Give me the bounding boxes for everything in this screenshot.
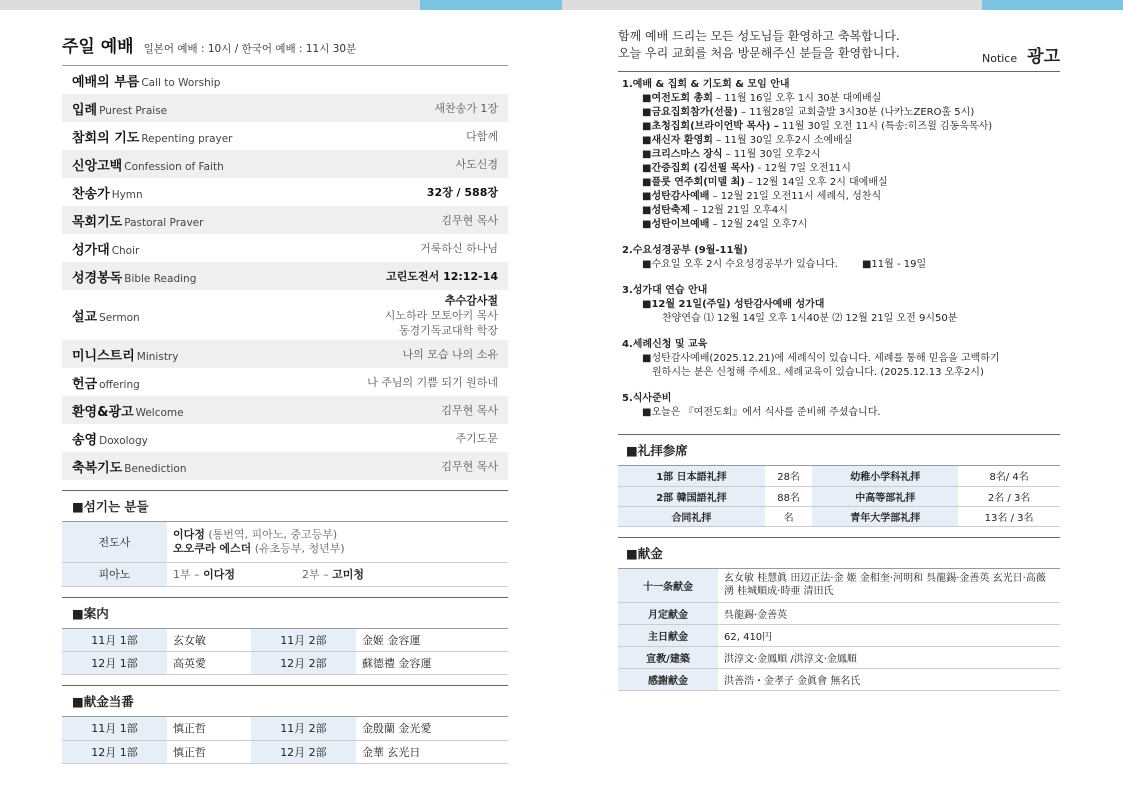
ann-item-detail: – 12월 21일 오전11시 세례식, 성찬식 xyxy=(709,191,882,202)
sermon-preacher: 시노하라 모토아키 목사 xyxy=(384,308,498,322)
table-cell: 蘇德禮 金容運 xyxy=(356,652,508,675)
ann-item-title: ■간증집회 (김선필 목사) xyxy=(642,163,755,174)
order-row xyxy=(62,290,508,340)
order-row xyxy=(62,206,508,234)
table-cell: 1部 日本語礼拝 xyxy=(618,466,765,486)
ann-item xyxy=(622,218,1060,232)
order-item-value: 사도신경 xyxy=(455,158,498,171)
ann-item-title: ■초청집회(브라이언박 목사) – xyxy=(642,121,779,132)
ann-item xyxy=(622,106,1060,120)
attendance-table xyxy=(618,466,1060,527)
order-item-name xyxy=(72,401,184,420)
order-item-ko: 설교 xyxy=(72,309,98,325)
order-item-en: Call to Worship xyxy=(141,76,221,89)
service-title: 주일 예배 xyxy=(62,37,134,57)
ann-item-detail: – 11월28일 교회출발 3시30분 (나카노ZERO홀 5시) xyxy=(737,107,975,118)
ann-item xyxy=(622,148,1060,162)
ann-2-title: 2.수요성경공부 (9월-11월) xyxy=(622,245,748,256)
table-cell: 2名 / 3名 xyxy=(958,486,1060,506)
order-item-en: Choir xyxy=(111,244,140,257)
order-of-worship xyxy=(62,66,508,480)
ann-item-detail: – 11월 30일 오후2시 소예배실 xyxy=(712,135,853,146)
order-item-ko: 참회의 기도 xyxy=(72,130,140,146)
offering-duty-title: ■献金当番 xyxy=(62,685,508,717)
table-cell: 2部 韓国語礼拝 xyxy=(618,486,765,506)
order-item-value: 다함께 xyxy=(466,130,498,143)
table-cell: 12月 2部 xyxy=(251,740,356,763)
order-item-name xyxy=(72,457,186,476)
table-row xyxy=(62,652,508,675)
table-cell: 11月 1部 xyxy=(62,717,167,740)
ann-text: ■11월 - 19일 xyxy=(861,259,927,270)
order-item-ko: 입례 xyxy=(72,102,98,118)
service-times: 일본어 예배 : 10시 / 한국어 예배 : 11시 30분 xyxy=(143,43,357,55)
ann-item-detail: – 12월 24일 오후7시 xyxy=(709,219,808,230)
table-row xyxy=(618,506,1060,526)
ann-item-title: ■성탄축제 xyxy=(642,205,691,216)
evangelist-role-2: (유초등부, 청년부) xyxy=(254,541,345,555)
piano-1-prefix: 1부 – xyxy=(173,568,204,581)
order-item-ko: 성가대 xyxy=(72,242,110,258)
table-row xyxy=(618,625,1060,647)
order-item-en: Hymn xyxy=(111,188,143,201)
ann-item-title: ■플룻 연주회(미델 최) xyxy=(642,177,745,188)
offering-value: 洪淳文·金鳳順 /洪淳文·金鳳順 xyxy=(718,647,1060,669)
order-item-name xyxy=(72,267,196,286)
order-row xyxy=(62,94,508,122)
order-row xyxy=(62,424,508,452)
ann-3-title: 3.성가대 연습 안내 xyxy=(622,285,708,296)
ann-item xyxy=(622,120,1060,134)
top-bar-left xyxy=(0,0,420,10)
ann-item-title: ■성탄이브예배 xyxy=(642,219,710,230)
ann-item xyxy=(622,190,1060,204)
attendance-title: ■礼拝参席 xyxy=(618,434,1060,466)
order-row xyxy=(62,262,508,290)
evangelist-role-1: (통번역, 피아노, 중고등부) xyxy=(208,527,338,541)
welcome-line-1: 함께 예배 드리는 모든 성도님들 환영하고 축복합니다. xyxy=(618,29,900,43)
table-row xyxy=(62,522,508,562)
table-cell: 8名/ 4名 xyxy=(958,466,1060,486)
ann-5-title: 5.식사준비 xyxy=(622,393,672,404)
welcome-line-2: 오늘 우리 교회를 처음 방문해주신 분들을 환영합니다. xyxy=(618,46,900,60)
table-cell: 高英愛 xyxy=(167,652,251,675)
ann-item xyxy=(622,92,1060,106)
ann-item-title: ■크리스마스 장식 xyxy=(642,149,723,160)
order-item-ko: 환영&광고 xyxy=(72,404,134,420)
notice-en: Notice xyxy=(981,52,1018,65)
table-row xyxy=(618,466,1060,486)
order-item-value: 새찬송가 1장 xyxy=(434,102,498,115)
order-item-name xyxy=(72,239,139,258)
order-item-en: Benediction xyxy=(124,462,187,475)
order-item-value: 주기도문 xyxy=(455,432,498,445)
order-row xyxy=(62,234,508,262)
ann-3-line-2: 찬양연습 ⑴ 12월 14일 오후 1시40분 ⑵ 12월 21일 오전 9시50분 xyxy=(662,313,958,324)
table-cell: 12月 2部 xyxy=(251,652,356,675)
guide-section xyxy=(62,597,508,676)
order-item-en: Confession of Faith xyxy=(124,160,224,173)
attendance-section xyxy=(618,434,1060,527)
table-cell: 88名 xyxy=(765,486,812,506)
servants-title: ■섬기는 분들 xyxy=(62,490,508,522)
top-bar-left-accent xyxy=(420,0,562,10)
ann-item xyxy=(622,134,1060,148)
table-cell: 11月 2部 xyxy=(251,717,356,740)
piano-2-name: 고미청 xyxy=(332,568,365,581)
servants-section xyxy=(62,490,508,587)
table-cell: 名 xyxy=(765,506,812,526)
order-row xyxy=(62,122,508,150)
order-item-ko: 찬송가 xyxy=(72,186,110,202)
order-item-ko: 목회기도 xyxy=(72,214,123,230)
notice-heading xyxy=(982,49,1060,67)
order-item-en: Welcome xyxy=(135,406,184,419)
offering-duty-table xyxy=(62,717,508,764)
sermon-affiliation: 동경기독교대학 학장 xyxy=(398,323,498,337)
ann-text: ■수요일 오후 2시 수요성경공부가 있습니다. xyxy=(642,259,838,270)
table-cell: 金姬 金容運 xyxy=(356,629,508,652)
table-cell: 13名 / 3名 xyxy=(958,506,1060,526)
table-row xyxy=(62,562,508,586)
order-item-en: offering xyxy=(99,378,140,391)
order-item-name xyxy=(72,99,167,118)
ann-item-detail: – 11월 30일 오후2시 xyxy=(722,149,821,160)
offering-value: 呉龍錫·金善英 xyxy=(718,603,1060,625)
order-item-en: Bible Reading xyxy=(124,272,197,285)
table-cell: 玄女敏 xyxy=(167,629,251,652)
guide-title: ■案内 xyxy=(62,597,508,629)
ann-item-title: ■새신자 환영회 xyxy=(642,135,713,146)
table-cell: 幼稚小学科礼拝 xyxy=(812,466,958,486)
order-row xyxy=(62,150,508,178)
sermon-title: 추수감사절 xyxy=(444,293,498,307)
ann-item xyxy=(622,176,1060,190)
order-item-en: Doxology xyxy=(99,434,148,447)
offering-label: 月定献金 xyxy=(618,603,718,625)
offerings-title: ■献金 xyxy=(618,537,1060,569)
order-item-en: Pastoral Praver xyxy=(124,216,204,229)
piano-value xyxy=(167,562,508,586)
order-row xyxy=(62,396,508,424)
offering-label: 主日献金 xyxy=(618,625,718,647)
ann-item-title: ■여전도회 총회 xyxy=(642,93,713,104)
table-cell: 12月 1部 xyxy=(62,740,167,763)
table-cell: 中高等部礼拝 xyxy=(812,486,958,506)
table-cell: 12月 1部 xyxy=(62,652,167,675)
order-item-value: 나의 모습 나의 소유 xyxy=(402,348,498,361)
table-cell: 28名 xyxy=(765,466,812,486)
table-cell: 青年大学部礼拝 xyxy=(812,506,958,526)
order-item-en: Purest Praise xyxy=(99,104,168,117)
servants-table xyxy=(62,522,508,587)
table-cell: 11月 2部 xyxy=(251,629,356,652)
order-item-value: 32장 / 588장 xyxy=(426,186,498,199)
order-item-name xyxy=(72,373,140,392)
offering-duty-section xyxy=(62,685,508,764)
ann-item-detail: - 12월 7일 오전11시 xyxy=(754,163,851,174)
table-cell: 慎正哲 xyxy=(167,740,251,763)
ann-item-title: ■성탄감사예배 xyxy=(642,191,710,202)
order-item-name xyxy=(72,306,140,325)
ann-item-detail: – 12월 21일 오후4시 xyxy=(690,205,788,216)
order-item-ko: 예배의 부름 xyxy=(72,74,140,90)
order-item-value: 거룩하신 하나님 xyxy=(420,242,498,255)
table-cell: 合同礼拝 xyxy=(618,506,765,526)
evangelist-label: 전도사 xyxy=(62,522,167,562)
ann-5-line-1: ■오늘은 『여전도회』에서 식사를 준비해 주셨습니다. xyxy=(642,407,881,418)
ann-item xyxy=(622,204,1060,218)
table-row xyxy=(618,603,1060,625)
table-row xyxy=(618,569,1060,603)
order-item-value: 고린도전서 12:12-14 xyxy=(386,270,498,283)
table-cell: 慎正哲 xyxy=(167,717,251,740)
order-item-value: 김무현 목사 xyxy=(441,404,498,417)
top-bar-right xyxy=(562,0,982,10)
notice-ko: 광고 xyxy=(1027,47,1060,67)
left-page xyxy=(62,32,508,764)
order-item-value: 김무현 목사 xyxy=(441,460,498,473)
table-row xyxy=(62,717,508,740)
table-row xyxy=(618,647,1060,669)
ann-item-detail: 11월 30일 오전 11시 (특송:히즈윌 김동욱목사) xyxy=(778,121,993,132)
order-item-value: 나 주님의 기쁨 되기 원하네 xyxy=(367,376,498,389)
order-item-name xyxy=(72,155,224,174)
order-row xyxy=(62,66,508,94)
order-item-ko: 성경봉독 xyxy=(72,270,123,286)
order-item-ko: 축복기도 xyxy=(72,460,123,476)
ann-4-title: 4.세례신청 및 교육 xyxy=(622,339,708,350)
table-row xyxy=(618,486,1060,506)
table-row xyxy=(62,629,508,652)
order-row xyxy=(62,178,508,206)
ann-item-detail: – 11월 16일 오후 1시 30분 대예배실 xyxy=(712,93,882,104)
order-item-en: Ministry xyxy=(136,350,179,363)
table-cell: 11月 1部 xyxy=(62,629,167,652)
ann-2-line xyxy=(622,258,1060,272)
offering-label: 宣教/建築 xyxy=(618,647,718,669)
ann-3-line-1: ■12월 21일(주일) 성탄감사예배 성가대 xyxy=(642,299,825,310)
sermon-info xyxy=(385,293,498,338)
order-row xyxy=(62,340,508,368)
table-row xyxy=(62,740,508,763)
order-item-ko: 신앙고백 xyxy=(72,158,123,174)
order-row xyxy=(62,368,508,396)
order-item-name xyxy=(72,127,233,146)
table-cell: 金華 玄光日 xyxy=(356,740,508,763)
ann-item-title: ■금요집회참가(선물) xyxy=(642,107,738,118)
order-item-name xyxy=(72,71,220,90)
piano-2-prefix: 2부 – xyxy=(302,568,333,581)
order-item-value: 김무현 목사 xyxy=(441,214,498,227)
ann-1-list xyxy=(622,92,1060,232)
offering-label: 感謝献金 xyxy=(618,669,718,691)
offering-value: 玄女敏 桂慧眞 田辺正法·金 姬 金相奎·河明和 呉龍錫·金善英 玄光日·高薇湧 桂城順成·時亜 清田氏 xyxy=(718,569,1060,603)
top-bar-right-accent xyxy=(982,0,1123,10)
offering-value: 洪善浩・金孝子 金眞會 無名氏 xyxy=(718,669,1060,691)
ann-item-detail: – 12월 14일 오후 2시 대예배실 xyxy=(744,177,888,188)
ann-4-line-1: ■성탄감사예배(2025.12.21)에 세례식이 있습니다. 세례를 통해 믿음을 고백하기 xyxy=(642,353,1000,364)
piano-1-name: 이다정 xyxy=(203,568,236,581)
order-item-en: Repenting prayer xyxy=(141,132,233,145)
offerings-table xyxy=(618,569,1060,692)
ann-item xyxy=(622,162,1060,176)
order-item-en: Sermon xyxy=(99,311,140,324)
guide-table xyxy=(62,629,508,676)
offering-value: 62, 410円 xyxy=(718,625,1060,647)
order-item-name xyxy=(72,211,203,230)
piano-label: 피아노 xyxy=(62,562,167,586)
announcements xyxy=(618,78,1060,420)
order-item-name xyxy=(72,429,148,448)
order-row xyxy=(62,452,508,480)
ann-4-line-2: 원하시는 분은 신청해 주세요. 세례교육이 있습니다. (2025.12.13 오후2시) xyxy=(652,367,984,378)
offerings-section xyxy=(618,537,1060,692)
table-row xyxy=(618,669,1060,691)
evangelist-name-1: 이다정 xyxy=(173,527,205,541)
evangelist-name-2: 오오쿠라 에스더 xyxy=(173,541,252,555)
offering-label: 十一条献金 xyxy=(618,569,718,603)
order-item-name xyxy=(72,345,178,364)
evangelist-value xyxy=(167,522,508,562)
right-page xyxy=(618,28,1060,691)
table-cell: 金殷蘭 金光愛 xyxy=(356,717,508,740)
service-header xyxy=(62,32,508,66)
ann-1-title: 1.예배 & 집회 & 기도회 & 모임 안내 xyxy=(622,79,790,90)
order-item-ko: 헌금 xyxy=(72,376,98,392)
welcome-block xyxy=(618,28,1060,72)
order-item-ko: 미니스트리 xyxy=(72,348,135,364)
order-item-name xyxy=(72,183,143,202)
order-item-ko: 송영 xyxy=(72,432,98,448)
